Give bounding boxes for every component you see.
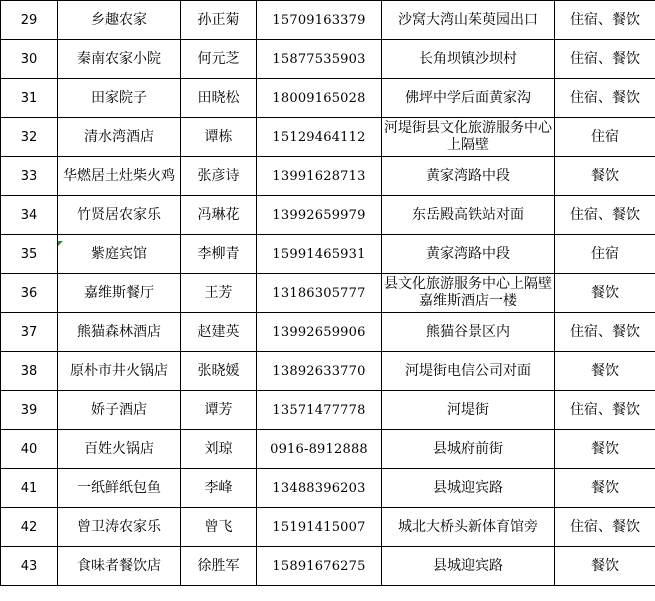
- cell-number[interactable]: 38: [1, 352, 58, 391]
- cell-address[interactable]: 县文化旅游服务中心上隔壁嘉维斯酒店一楼: [382, 274, 555, 313]
- cell-business-name[interactable]: 熊猫森林酒店: [58, 313, 181, 352]
- cell-business-name[interactable]: 秦南农家小院: [58, 40, 181, 79]
- cell-phone[interactable]: 15991465931: [257, 235, 382, 274]
- table-row: [1, 79, 655, 118]
- table-row: [1, 235, 655, 274]
- cell-number[interactable]: 43: [1, 547, 58, 586]
- cell-phone[interactable]: 15877535903: [257, 40, 382, 79]
- table-row: [1, 118, 655, 157]
- cell-address[interactable]: 东岳殿高铁站对面: [382, 196, 555, 235]
- cell-number[interactable]: 34: [1, 196, 58, 235]
- cell-business-name[interactable]: 原朴市井火锅店: [58, 352, 181, 391]
- cell-services[interactable]: 餐饮: [555, 352, 655, 391]
- cell-contact-person[interactable]: 田晓松: [181, 79, 257, 118]
- cell-services[interactable]: 餐饮: [555, 547, 655, 586]
- cell-business-name[interactable]: 竹贤居农家乐: [58, 196, 181, 235]
- cell-phone[interactable]: 13488396203: [257, 469, 382, 508]
- cell-address[interactable]: 城北大桥头新体育馆旁: [382, 508, 555, 547]
- cell-business-name[interactable]: 百姓火锅店: [58, 430, 181, 469]
- cell-phone[interactable]: 13186305777: [257, 274, 382, 313]
- cell-phone[interactable]: 15891676275: [257, 547, 382, 586]
- cell-services[interactable]: 住宿、餐饮: [555, 508, 655, 547]
- cell-services[interactable]: 餐饮: [555, 469, 655, 508]
- cell-number[interactable]: 30: [1, 40, 58, 79]
- cell-business-name[interactable]: 华燃居土灶柴火鸡: [58, 157, 181, 196]
- cell-contact-person[interactable]: 谭栋: [181, 118, 257, 157]
- cell-number[interactable]: 32: [1, 118, 58, 157]
- cell-address[interactable]: 县城迎宾路: [382, 547, 555, 586]
- cell-business-name[interactable]: 嘉维斯餐厅: [58, 274, 181, 313]
- cell-address[interactable]: 黄家湾路中段: [382, 157, 555, 196]
- cell-business-name[interactable]: 曾卫涛农家乐: [58, 508, 181, 547]
- cell-address[interactable]: 河堤街电信公司对面: [382, 352, 555, 391]
- cell-contact-person[interactable]: 张晓媛: [181, 352, 257, 391]
- cell-phone[interactable]: 15191415007: [257, 508, 382, 547]
- cell-comment-marker: [58, 241, 63, 246]
- cell-contact-person[interactable]: 赵建英: [181, 313, 257, 352]
- cell-number[interactable]: 37: [1, 313, 58, 352]
- cell-number[interactable]: 31: [1, 79, 58, 118]
- cell-contact-person[interactable]: 徐胜军: [181, 547, 257, 586]
- cell-services[interactable]: 餐饮: [555, 157, 655, 196]
- cell-services[interactable]: 住宿、餐饮: [555, 40, 655, 79]
- cell-services[interactable]: 住宿、餐饮: [555, 1, 655, 40]
- cell-business-name[interactable]: 田家院子: [58, 79, 181, 118]
- table-row: [1, 547, 655, 586]
- table-row: [1, 40, 655, 79]
- cell-phone[interactable]: 13571477778: [257, 391, 382, 430]
- cell-business-name[interactable]: 食味者餐饮店: [58, 547, 181, 586]
- cell-contact-person[interactable]: 王芳: [181, 274, 257, 313]
- cell-phone[interactable]: 13991628713: [257, 157, 382, 196]
- table-row: [1, 196, 655, 235]
- table-row: [1, 469, 655, 508]
- cell-phone[interactable]: 13992659979: [257, 196, 382, 235]
- cell-phone[interactable]: 18009165028: [257, 79, 382, 118]
- cell-number[interactable]: 33: [1, 157, 58, 196]
- cell-phone[interactable]: 15129464112: [257, 118, 382, 157]
- cell-address[interactable]: 河堤街: [382, 391, 555, 430]
- cell-services[interactable]: 住宿、餐饮: [555, 391, 655, 430]
- cell-address[interactable]: 长角坝镇沙坝村: [382, 40, 555, 79]
- cell-contact-person[interactable]: 谭芳: [181, 391, 257, 430]
- cell-services[interactable]: 住宿: [555, 118, 655, 157]
- cell-business-name[interactable]: 一纸鲜纸包鱼: [58, 469, 181, 508]
- table-row: [1, 430, 655, 469]
- cell-contact-person[interactable]: 何元芝: [181, 40, 257, 79]
- cell-number[interactable]: 35: [1, 235, 58, 274]
- cell-contact-person[interactable]: 李峰: [181, 469, 257, 508]
- cell-phone[interactable]: 13892633770: [257, 352, 382, 391]
- cell-services[interactable]: 餐饮: [555, 430, 655, 469]
- cell-contact-person[interactable]: 冯琳花: [181, 196, 257, 235]
- cell-number[interactable]: 42: [1, 508, 58, 547]
- cell-number[interactable]: 29: [1, 1, 58, 40]
- table-row: [1, 274, 655, 313]
- cell-contact-person[interactable]: 孙正菊: [181, 1, 257, 40]
- cell-contact-person[interactable]: 曾飞: [181, 508, 257, 547]
- cell-services[interactable]: 住宿、餐饮: [555, 79, 655, 118]
- cell-services[interactable]: 住宿: [555, 235, 655, 274]
- cell-business-name[interactable]: 清水湾酒店: [58, 118, 181, 157]
- table-row: [1, 313, 655, 352]
- cell-address[interactable]: 熊猫谷景区内: [382, 313, 555, 352]
- cell-services[interactable]: 住宿、餐饮: [555, 196, 655, 235]
- cell-business-name[interactable]: 紫庭宾馆: [58, 235, 181, 274]
- cell-services[interactable]: 餐饮: [555, 274, 655, 313]
- cell-number[interactable]: 36: [1, 274, 58, 313]
- cell-address[interactable]: 县城府前街: [382, 430, 555, 469]
- cell-contact-person[interactable]: 张彦诗: [181, 157, 257, 196]
- cell-number[interactable]: 40: [1, 430, 58, 469]
- cell-address[interactable]: 佛坪中学后面黄家沟: [382, 79, 555, 118]
- table-row: [1, 1, 655, 40]
- cell-address[interactable]: 河堤街县文化旅游服务中心上隔壁: [382, 118, 555, 157]
- cell-contact-person[interactable]: 刘琼: [181, 430, 257, 469]
- table-row: [1, 508, 655, 547]
- cell-business-name[interactable]: 乡趣农家: [58, 1, 181, 40]
- cell-contact-person[interactable]: 李柳青: [181, 235, 257, 274]
- cell-phone[interactable]: 13992659906: [257, 313, 382, 352]
- cell-address[interactable]: 沙窝大湾山茱萸园出口: [382, 1, 555, 40]
- cell-address[interactable]: 县城迎宾路: [382, 469, 555, 508]
- cell-number[interactable]: 41: [1, 469, 58, 508]
- cell-number[interactable]: 39: [1, 391, 58, 430]
- table-row: [1, 157, 655, 196]
- cell-address[interactable]: 黄家湾路中段: [382, 235, 555, 274]
- table-row: [1, 391, 655, 430]
- cell-services[interactable]: 住宿、餐饮: [555, 313, 655, 352]
- cell-phone[interactable]: 15709163379: [257, 1, 382, 40]
- cell-business-name[interactable]: 娇子酒店: [58, 391, 181, 430]
- table-body: [1, 1, 655, 586]
- table-row: [1, 352, 655, 391]
- cell-phone[interactable]: 0916-8912888: [257, 430, 382, 469]
